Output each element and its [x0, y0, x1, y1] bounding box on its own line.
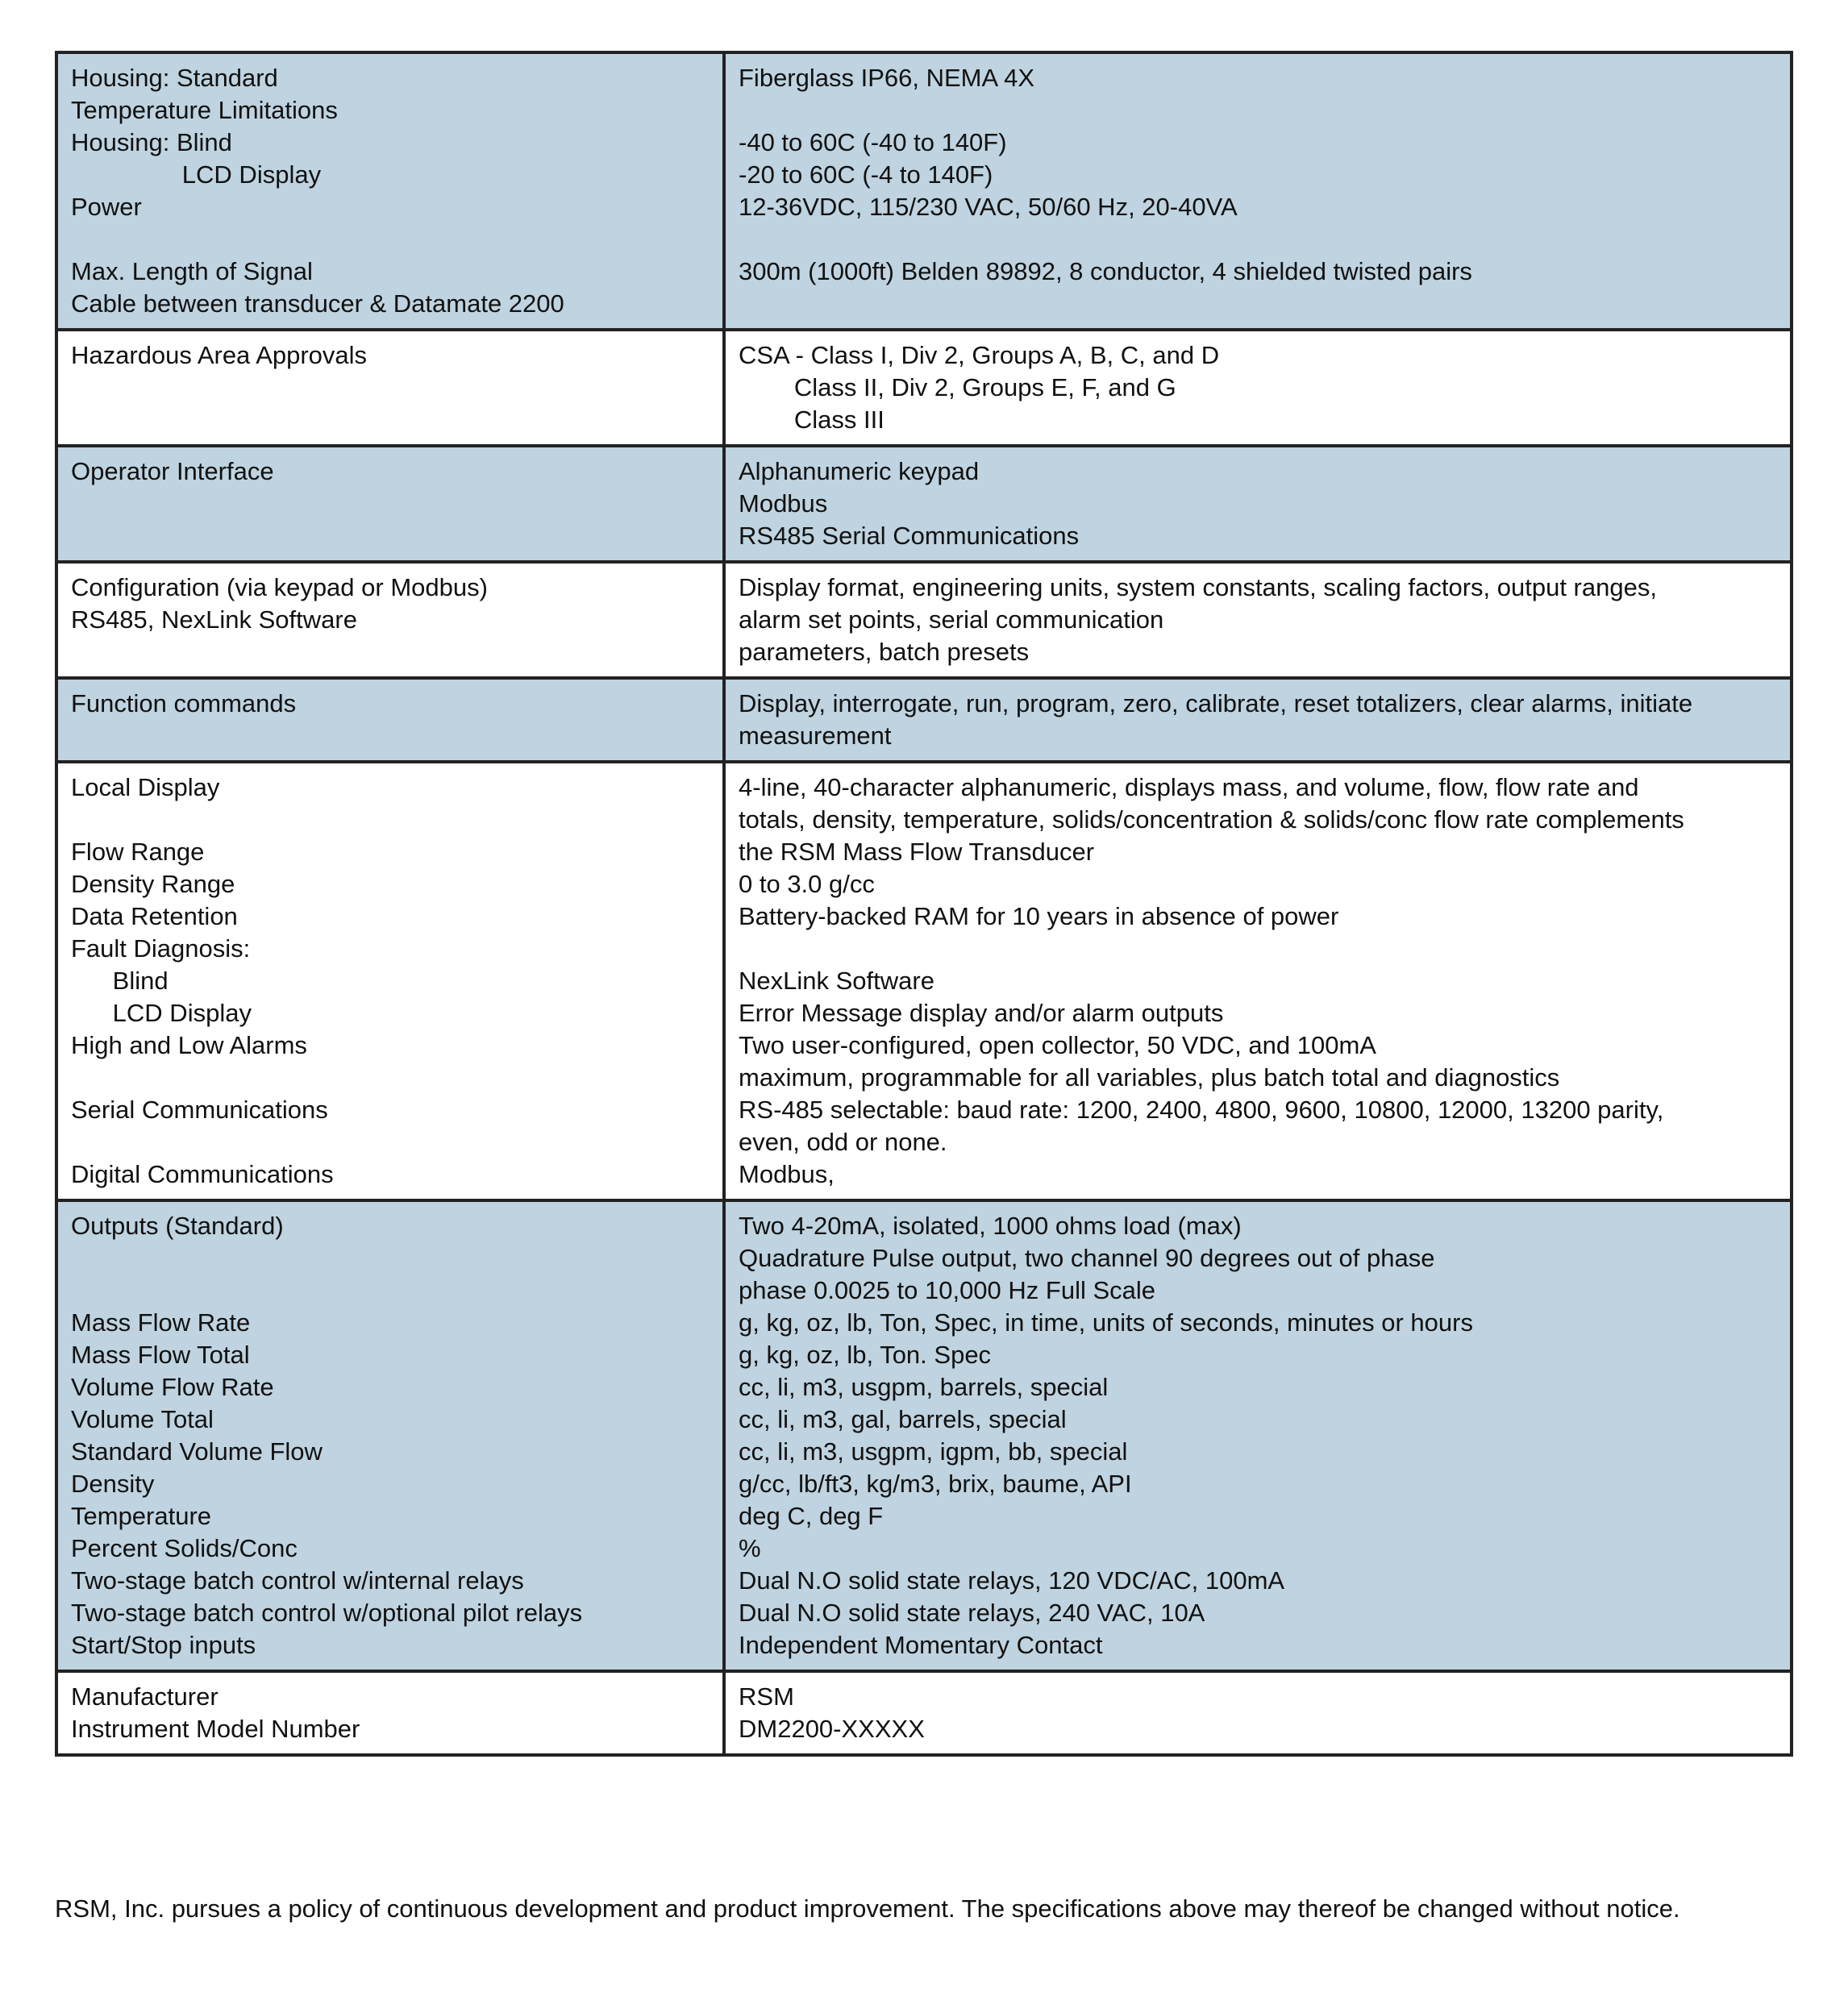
spec-label-line: Two-stage batch control w/optional pilot relays [71, 1599, 583, 1627]
spec-label-line: Hazardous Area Approvals [71, 341, 368, 369]
spec-label-line: Standard Volume Flow [71, 1437, 323, 1466]
specifications-table [55, 51, 1793, 1757]
spec-value-line: Modbus [739, 489, 828, 518]
spec-value-line: alarm set points, serial communication [739, 605, 1164, 634]
spec-label-line: High and Low Alarms [71, 1031, 307, 1059]
spec-label-line [71, 1062, 710, 1094]
spec-label-line: Data Retention [71, 902, 238, 930]
spec-label-cell [56, 52, 724, 330]
spec-label-line: Cable between transducer & Datamate 2200 [71, 289, 564, 318]
spec-value-line: Error Message display and/or alarm outputs [739, 999, 1224, 1027]
spec-row [56, 1200, 1792, 1671]
spec-value-line: Class II, Div 2, Groups E, F, and G [739, 373, 1176, 401]
spec-value-line: DM2200-XXXXX [739, 1715, 925, 1743]
spec-label-line: Mass Flow Total [71, 1341, 250, 1369]
spec-label-line: Housing: Blind [71, 128, 232, 156]
spec-value-cell [724, 1671, 1792, 1755]
spec-label-line [71, 804, 710, 836]
spec-value-line: 0 to 3.0 g/cc [739, 870, 875, 898]
spec-value-line: Display format, engineering units, system constants, scaling factors, output ranges, [739, 573, 1657, 601]
spec-label-line: Max. Length of Signal [71, 257, 313, 285]
spec-label-line: Function commands [71, 689, 297, 717]
spec-value-line: g, kg, oz, lb, Ton. Spec [739, 1341, 992, 1369]
spec-value-line: RS485 Serial Communications [739, 522, 1080, 550]
spec-label-line [71, 404, 710, 436]
spec-value-line: -40 to 60C (-40 to 140F) [739, 128, 1007, 156]
spec-value-line: RSM [739, 1682, 794, 1711]
spec-label-line: Density Range [71, 870, 235, 898]
spec-label-line: Temperature [71, 1502, 212, 1530]
spec-value-line: Battery-backed RAM for 10 years in absence of power [739, 902, 1339, 930]
spec-row [56, 562, 1792, 678]
spec-value-line: 300m (1000ft) Belden 89892, 8 conductor, 4 shielded twisted pairs [739, 257, 1472, 285]
spec-value-line: parameters, batch presets [739, 638, 1030, 666]
spec-label-line [71, 1242, 710, 1275]
spec-label-line: Digital Communications [71, 1160, 334, 1188]
spec-label-line: RS485, NexLink Software [71, 605, 357, 634]
spec-value-cell [724, 562, 1792, 678]
spec-value-line: Two user-configured, open collector, 50 VDC, and 100mA [739, 1031, 1376, 1059]
spec-label-line [71, 636, 710, 668]
spec-value-cell [724, 762, 1792, 1200]
spec-value-line: Two 4-20mA, isolated, 1000 ohms load (max) [739, 1212, 1242, 1240]
spec-value-line: Modbus, [739, 1160, 835, 1188]
spec-value-line: cc, li, m3, usgpm, barrels, special [739, 1373, 1109, 1401]
spec-value-line: Dual N.O solid state relays, 120 VDC/AC, 100mA [739, 1566, 1285, 1595]
spec-value-cell [724, 446, 1792, 562]
spec-value-line: 4-line, 40-character alphanumeric, displays mass, and volume, flow, flow rate and [739, 773, 1639, 801]
spec-row [56, 1671, 1792, 1755]
spec-row [56, 52, 1792, 330]
spec-value-line: 12-36VDC, 115/230 VAC, 50/60 Hz, 20-40VA [739, 193, 1238, 221]
spec-value-cell [724, 678, 1792, 762]
spec-label-cell [56, 1200, 724, 1671]
spec-value-line: g/cc, lb/ft3, kg/m3, brix, baume, API [739, 1470, 1132, 1498]
spec-label-line [71, 488, 710, 520]
spec-label-cell [56, 678, 724, 762]
spec-label-line: Volume Total [71, 1405, 214, 1433]
spec-label-line: Percent Solids/Conc [71, 1534, 298, 1562]
spec-value-line [739, 223, 1777, 256]
spec-label-cell [56, 1671, 724, 1755]
spec-value-line: g, kg, oz, lb, Ton, Spec, in time, units of seconds, minutes or hours [739, 1308, 1473, 1337]
spec-row [56, 678, 1792, 762]
spec-label-cell [56, 446, 724, 562]
spec-row [56, 762, 1792, 1200]
spec-value-line: RS-485 selectable: baud rate: 1200, 2400, 4800, 9600, 10800, 12000, 13200 parity, [739, 1096, 1664, 1124]
spec-label-line: Temperature Limitations [71, 96, 338, 124]
spec-label-line: Operator Interface [71, 457, 274, 485]
spec-value-line: even, odd or none. [739, 1128, 947, 1156]
specifications-table-body [56, 52, 1792, 1755]
spec-label-line: Density [71, 1470, 155, 1498]
spec-label-line: Instrument Model Number [71, 1715, 360, 1743]
spec-value-line: deg C, deg F [739, 1502, 884, 1530]
spec-value-line: NexLink Software [739, 967, 934, 995]
spec-label-cell [56, 330, 724, 446]
spec-value-line: -20 to 60C (-4 to 140F) [739, 160, 993, 189]
spec-value-line: measurement [739, 722, 892, 750]
spec-label-line [71, 223, 710, 256]
spec-row [56, 330, 1792, 446]
spec-label-line: Manufacturer [71, 1682, 219, 1711]
spec-label-line: Two-stage batch control w/internal relays [71, 1566, 524, 1595]
spec-label-line: Volume Flow Rate [71, 1373, 274, 1401]
spec-label-line: Local Display [71, 773, 220, 801]
spec-value-line: phase 0.0025 to 10,000 Hz Full Scale [739, 1276, 1156, 1304]
spec-value-line: the RSM Mass Flow Transducer [739, 838, 1095, 866]
spec-label-line: Fault Diagnosis: [71, 934, 251, 963]
spec-label-line: LCD Display [71, 160, 322, 189]
spec-value-line: Fiberglass IP66, NEMA 4X [739, 64, 1034, 92]
spec-value-line: cc, li, m3, gal, barrels, special [739, 1405, 1067, 1433]
spec-value-line: Dual N.O solid state relays, 240 VAC, 10A [739, 1599, 1205, 1627]
spec-row [56, 446, 1792, 562]
spec-label-line: LCD Display [71, 999, 252, 1027]
spec-label-line [71, 520, 710, 552]
spec-label-line: Housing: Standard [71, 64, 278, 92]
spec-value-line: Independent Momentary Contact [739, 1631, 1103, 1659]
spec-value-cell [724, 52, 1792, 330]
footer-disclaimer: RSM, Inc. pursues a policy of continuous development and product improvement. The specifications above may thereof be changed without notice. [55, 1894, 1680, 1923]
spec-value-line [739, 933, 1777, 965]
spec-label-line: Serial Communications [71, 1096, 328, 1124]
spec-label-line: Power [71, 193, 142, 221]
spec-label-line [71, 372, 710, 404]
spec-label-line [71, 1275, 710, 1307]
spec-label-line: Flow Range [71, 838, 205, 866]
spec-label-line: Blind [71, 967, 169, 995]
spec-value-cell [724, 330, 1792, 446]
spec-label-line: Configuration (via keypad or Modbus) [71, 573, 488, 601]
spec-label-cell [56, 562, 724, 678]
spec-value-line: Alphanumeric keypad [739, 457, 980, 485]
spec-label-line [71, 1126, 710, 1158]
spec-value-line: cc, li, m3, usgpm, igpm, bb, special [739, 1437, 1128, 1466]
spec-value-line: Display, interrogate, run, program, zero, calibrate, reset totalizers, clear alarms, initiate [739, 689, 1693, 717]
spec-label-cell [56, 762, 724, 1200]
spec-label-line: Outputs (Standard) [71, 1212, 284, 1240]
spec-value-cell [724, 1200, 1792, 1671]
spec-value-line: Quadrature Pulse output, two channel 90 degrees out of phase [739, 1244, 1435, 1272]
spec-label-line: Start/Stop inputs [71, 1631, 256, 1659]
spec-value-line: % [739, 1534, 761, 1562]
spec-value-line: maximum, programmable for all variables, plus batch total and diagnostics [739, 1063, 1560, 1092]
spec-value-line [739, 94, 1777, 127]
spec-label-line: Mass Flow Rate [71, 1308, 251, 1337]
spec-value-line: Class III [739, 405, 884, 434]
spec-value-line [739, 288, 1777, 320]
spec-value-line: totals, density, temperature, solids/concentration & solids/conc flow rate complements [739, 805, 1684, 834]
spec-value-line: CSA - Class I, Div 2, Groups A, B, C, and D [739, 341, 1220, 369]
spec-label-line [71, 720, 710, 752]
